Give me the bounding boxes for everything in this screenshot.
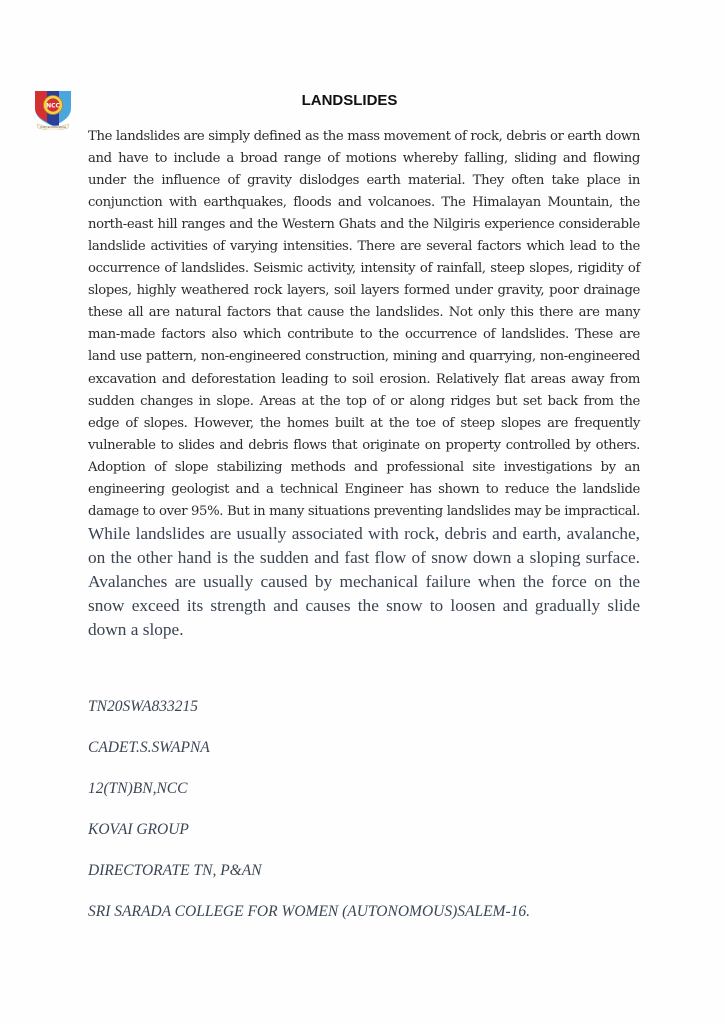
body-paragraph [88,126,640,643]
signature-college: SRI SARADA COLLEGE FOR WOMEN (AUTONOMOUS)SALEM-16. [88,903,530,920]
body-tail-text: While landslides are usually associated with rock, debris and earth, avalanche, on the other hand is the sudden and fast flow of snow down a sloping surface. Avalanches are usually caused by mechanical failure when the force on the snow exceed its strength and causes the snow to loosen and gradually slide down a slope. [88,523,640,640]
signature-battalion: 12(TN)BN,NCC [88,780,188,797]
signature-reg-number: TN20SWA833215 [88,698,199,715]
logo-label: NCC [46,102,60,110]
signature-name: CADET.S.SWAPNA [88,739,210,756]
signature-directorate: DIRECTORATE TN, P&AN [88,862,262,879]
page-title [0,92,725,109]
page-title-text: LANDSLIDES [301,92,398,109]
body-main-text: The landslides are simply defined as the mass movement of rock, debris or earth down and have to include a broad range of motions whereby falling, sliding and flowing under the influence of gravity dislodges earth material. They often take place in conjunction with earthquakes, floods and volcanoes. The Himalayan Mountain, the north-east hill ranges and the Western Ghats and the Nilgiris experience considerable landslide activities of varying intensities. There are several factors which lead to the occurrence of landslides. Seismic activity, intensity of rainfall, steep slopes, rigidity of slopes, highly weathered rock layers, soil layers formed under gravity, poor drainage these all are natural factors that cause the landslides. Not only this there are many man-made factors also which contribute to the occurrence of landslides. These are land use pattern, non-engineered construction, mining and quarrying, non-engineered excavation and deforestation leading to soil erosion. Relatively flat areas away from sudden changes in slope. Areas at the top of or along ridges but set back from the edge of slopes. However, the homes built at the toe of steep slopes are frequently vulnerable to slides and debris flows that originate on property controlled by others. Adoption of slope stabilizing methods and professional site investigations by an engineering geologist and a technical Engineer has shown to reduce the landslide damage to over 95%. But in many situations preventing landslides may be impractical. [88,129,640,519]
logo-caption: Unity and Discipline [40,126,66,130]
signature-group: KOVAI GROUP [88,821,189,838]
